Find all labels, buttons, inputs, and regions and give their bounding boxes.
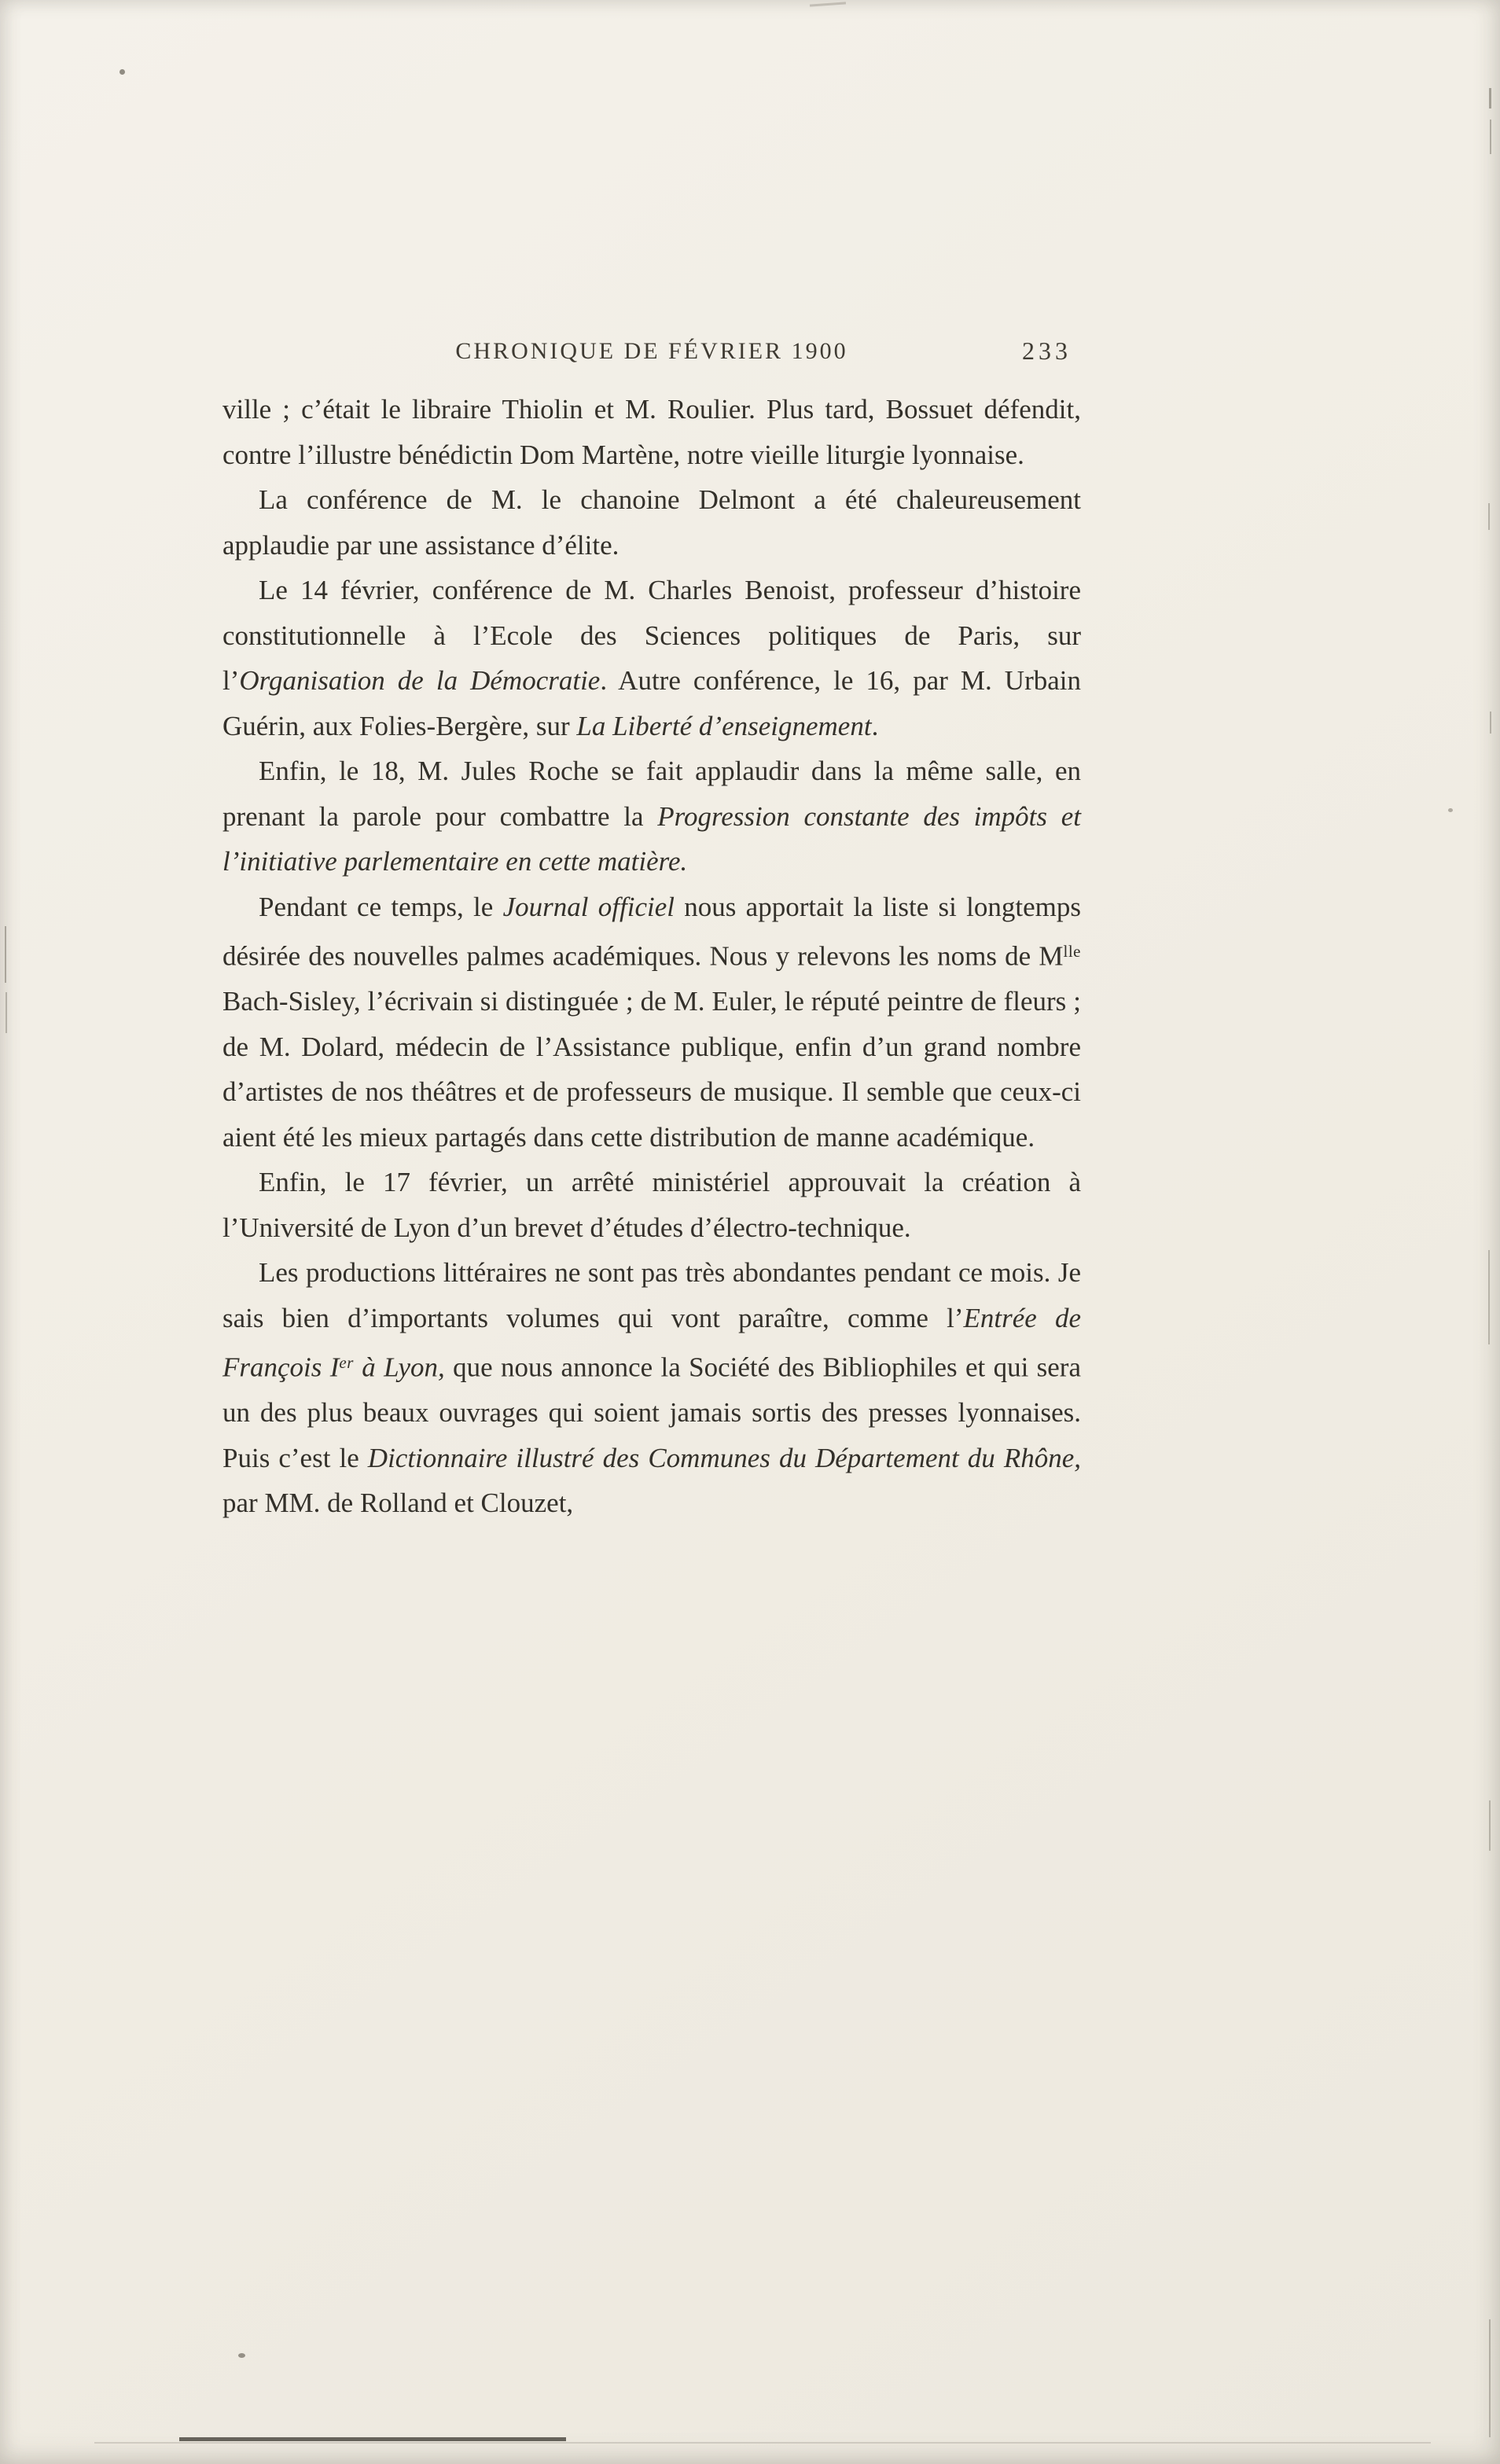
- italic-title-run: à Lyon,: [353, 1352, 445, 1383]
- scan-artifact: [94, 2442, 1431, 2444]
- scan-artifact: [6, 992, 7, 1033]
- scan-artifact: [238, 2353, 245, 2358]
- text-run: que nous annonce la Société des Bibliophiles et qui sera un des plus beaux ouvrages qui soient jamais sortis des presses lyonnaises. Puis c’est le: [222, 1352, 1081, 1473]
- text-run: ville ; c’était le libraire Thiolin et M. Roulier. Plus tard, Bossuet défendit, contre l’illustre bénédictin Dom Martène, notre vieille liturgie lyonnaise.: [222, 394, 1081, 470]
- paragraph: [222, 1250, 1081, 1526]
- text-run: .: [871, 710, 879, 741]
- page-number: 233: [1022, 337, 1072, 365]
- text-run: Enfin, le 17 février, un arrêté ministériel approuvait la création à l’Université de Lyon d’un brevet d’études d’électro-technique.: [222, 1167, 1081, 1243]
- paragraph: [222, 568, 1081, 748]
- text-run: Le 14 février, conférence de M. Charles Benoist, professeur d’histoire constitutionnelle à l’Ecole des Sciences politiques de Paris, sur l’: [222, 575, 1081, 696]
- text-run: Bach-Sisley, l’écrivain si distinguée ; de M. Euler, le réputé peintre de fleurs ; de M. Dolard, médecin de l’Assistance publique, enfin d’un grand nombre d’artistes de nos théâtres et de professeurs de musique. Il semble que ceux-ci aient été les mieux partagés dans cette distribution de manne académique.: [222, 986, 1081, 1153]
- scan-artifact: [1490, 120, 1491, 154]
- italic-superscript-run: er: [339, 1353, 354, 1372]
- paragraph: [222, 1160, 1081, 1250]
- scan-artifact: [1448, 808, 1453, 812]
- scan-artifact: [1489, 2319, 1491, 2437]
- text-run: nous apportait la liste si longtemps désirée des nouvelles palmes académiques. Nous y relevons les noms de M: [222, 891, 1081, 972]
- scan-artifact: [179, 2437, 566, 2441]
- paragraph: [222, 477, 1081, 568]
- text-run: Pendant ce temps, le: [259, 891, 503, 922]
- text-run: . Autre conférence, le 16, par M. Urbain Guérin, aux Folies-Bergère, sur: [222, 665, 1081, 741]
- paragraph: [222, 748, 1081, 884]
- superscript-run: lle: [1063, 942, 1081, 961]
- page-header: [222, 338, 1081, 374]
- italic-title-run: Journal officiel: [502, 891, 675, 922]
- text-run: La conférence de M. le chanoine Delmont a été chaleureusement applaudie par une assistance d’élite.: [222, 484, 1081, 561]
- running-title: CHRONIQUE DE FÉVRIER 1900: [455, 338, 848, 364]
- italic-title-run: La Liberté d’enseignement: [576, 710, 872, 741]
- paragraph-continuation: [222, 387, 1081, 477]
- scan-artifact: [119, 69, 125, 75]
- scan-artifact: [1488, 503, 1490, 530]
- scan-artifact: [1490, 712, 1491, 734]
- text-run: Les productions littéraires ne sont pas très abondantes pendant ce mois. Je sais bien d’importants volumes qui vont paraître, comme l’: [222, 1257, 1081, 1333]
- scan-artifact: [5, 926, 6, 983]
- italic-title-run: Dictionnaire illustré des Communes du Département du Rhône,: [367, 1442, 1081, 1473]
- italic-title-run: Organisation de la Démocratie: [239, 665, 601, 696]
- paragraph: [222, 884, 1081, 1160]
- scan-artifact: [1489, 88, 1491, 108]
- scan-artifact: [810, 2, 846, 6]
- text-run: Enfin, le 18, M. Jules Roche se fait applaudir dans la même salle, en prenant la parole pour combattre la: [222, 756, 1081, 832]
- scan-artifact: [1489, 1800, 1491, 1851]
- scan-artifact: [1488, 1250, 1490, 1344]
- page-body: [222, 387, 1081, 1526]
- italic-title-run: Progression constante des impôts et l’initiative parlementaire en cette matière.: [222, 800, 1081, 877]
- italic-title-run: Entrée de François I: [222, 1302, 1082, 1383]
- text-run: par MM. de Rolland et Clouzet,: [222, 1488, 574, 1518]
